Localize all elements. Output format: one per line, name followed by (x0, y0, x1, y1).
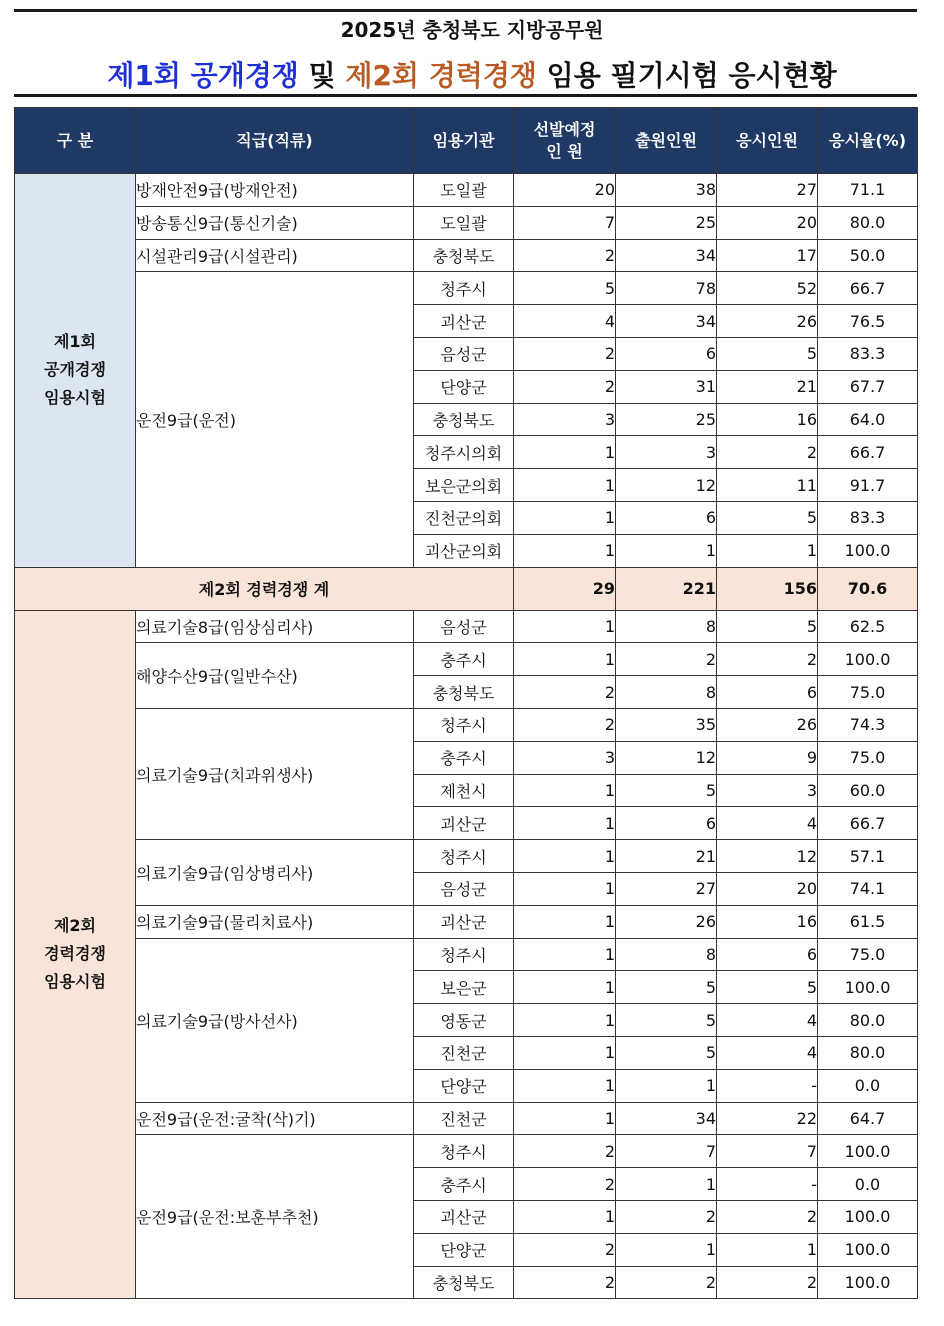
org-cell: 충청북도 (414, 1266, 514, 1299)
apply-cell: 1 (616, 1233, 717, 1266)
rate-cell: 64.7 (818, 1102, 918, 1135)
apply-cell: 7 (616, 1135, 717, 1168)
summary-plan-cell: 29 (514, 567, 616, 610)
apply-cell: 5 (616, 1036, 717, 1069)
attend-cell: 12 (717, 840, 818, 873)
org-cell: 음성군 (414, 610, 514, 643)
apply-cell: 78 (616, 272, 717, 305)
attend-cell: 5 (717, 337, 818, 370)
rate-cell: 66.7 (818, 436, 918, 469)
header-org: 임용기관 (414, 108, 514, 174)
attend-cell: 17 (717, 239, 818, 272)
apply-cell: 12 (616, 741, 717, 774)
plan-cell: 1 (514, 774, 616, 807)
org-cell: 청주시 (414, 840, 514, 873)
apply-cell: 1 (616, 1168, 717, 1201)
group-label-line: 공개경쟁 (44, 360, 106, 380)
plan-cell: 1 (514, 971, 616, 1004)
attend-cell: 2 (717, 1266, 818, 1299)
plan-cell: 2 (514, 239, 616, 272)
org-cell: 진천군 (414, 1036, 514, 1069)
page-title-line1: 2025년 충청북도 지방공무원 (340, 18, 604, 42)
rate-cell: 0.0 (818, 1069, 918, 1102)
apply-cell: 2 (616, 1266, 717, 1299)
attend-cell: 2 (717, 643, 818, 676)
apply-cell: 34 (616, 1102, 717, 1135)
org-cell: 청주시 (414, 938, 514, 971)
header-apply: 출원인원 (616, 108, 717, 174)
attend-cell: 7 (717, 1135, 818, 1168)
plan-cell: 5 (514, 272, 616, 305)
plan-cell: 2 (514, 1168, 616, 1201)
org-cell: 괴산군의회 (414, 534, 514, 567)
table-row (15, 840, 918, 873)
plan-cell: 2 (514, 1135, 616, 1168)
table-body (15, 174, 918, 1299)
plan-cell: 4 (514, 305, 616, 338)
job-title-cell: 의료기술8급(임상심리사) (136, 610, 414, 643)
plan-cell: 3 (514, 403, 616, 436)
plan-cell: 3 (514, 741, 616, 774)
apply-cell: 1 (616, 1069, 717, 1102)
plan-cell: 1 (514, 938, 616, 971)
attend-cell: 26 (717, 305, 818, 338)
title-conjunction: 및 (298, 59, 346, 92)
org-cell: 단양군 (414, 1233, 514, 1266)
apply-cell: 25 (616, 206, 717, 239)
attend-cell: 27 (717, 174, 818, 207)
summary-label: 제2회 경력경쟁 계 (15, 567, 514, 610)
summary-row (15, 567, 918, 610)
summary-rate-cell: 70.6 (818, 567, 918, 610)
attend-cell: 6 (717, 676, 818, 709)
plan-cell: 20 (514, 174, 616, 207)
rate-cell: 67.7 (818, 370, 918, 403)
table-row (15, 1135, 918, 1168)
apply-cell: 31 (616, 370, 717, 403)
rate-cell: 80.0 (818, 206, 918, 239)
rate-cell: 71.1 (818, 174, 918, 207)
rate-cell: 100.0 (818, 643, 918, 676)
org-cell: 보은군의회 (414, 469, 514, 502)
rate-cell: 74.1 (818, 872, 918, 905)
rate-cell: 66.7 (818, 272, 918, 305)
table-row (15, 1102, 918, 1135)
apply-cell: 8 (616, 938, 717, 971)
org-cell: 음성군 (414, 872, 514, 905)
table-row (15, 610, 918, 643)
table-row (15, 239, 918, 272)
header-job: 직급(직류) (136, 108, 414, 174)
table-row (15, 272, 918, 305)
plan-cell: 2 (514, 337, 616, 370)
apply-cell: 3 (616, 436, 717, 469)
attend-cell: 6 (717, 938, 818, 971)
rate-cell: 100.0 (818, 1233, 918, 1266)
attend-cell: 22 (717, 1102, 818, 1135)
rate-cell: 80.0 (818, 1036, 918, 1069)
org-cell: 제천시 (414, 774, 514, 807)
job-title-cell: 운전9급(운전) (136, 272, 414, 567)
org-cell: 도일괄 (414, 174, 514, 207)
org-cell: 충청북도 (414, 239, 514, 272)
attend-cell: 20 (717, 206, 818, 239)
plan-cell: 2 (514, 1266, 616, 1299)
apply-cell: 35 (616, 708, 717, 741)
title-part-second-round: 제2회 경력경쟁 (345, 59, 537, 92)
rate-cell: 100.0 (818, 1135, 918, 1168)
plan-cell: 1 (514, 1004, 616, 1037)
attend-cell: 3 (717, 774, 818, 807)
job-title-cell: 의료기술9급(물리치료사) (136, 905, 414, 938)
plan-cell: 1 (514, 872, 616, 905)
attend-cell: 2 (717, 436, 818, 469)
apply-cell: 2 (616, 643, 717, 676)
plan-cell: 1 (514, 905, 616, 938)
apply-cell: 5 (616, 1004, 717, 1037)
attend-cell: 2 (717, 1200, 818, 1233)
header-rate: 응시율(%) (818, 108, 918, 174)
org-cell: 괴산군 (414, 807, 514, 840)
rate-cell: 83.3 (818, 337, 918, 370)
apply-cell: 34 (616, 239, 717, 272)
attend-cell: 52 (717, 272, 818, 305)
title-part-first-round: 제1회 공개경쟁 (107, 59, 299, 92)
apply-cell: 25 (616, 403, 717, 436)
group-label-line: 임용시험 (44, 972, 106, 992)
header-plan-line1: 선발예정 (533, 119, 596, 139)
rate-cell: 100.0 (818, 1200, 918, 1233)
org-cell: 충주시 (414, 1168, 514, 1201)
apply-cell: 6 (616, 337, 717, 370)
rate-cell: 66.7 (818, 807, 918, 840)
attend-cell: 20 (717, 872, 818, 905)
attend-cell: 16 (717, 403, 818, 436)
title-tail: 임용 필기시험 응시현황 (536, 59, 837, 92)
group-label-line: 제2회 (53, 916, 97, 936)
org-cell: 충청북도 (414, 403, 514, 436)
attend-cell: 5 (717, 501, 818, 534)
attend-cell: 4 (717, 1036, 818, 1069)
org-cell: 보은군 (414, 971, 514, 1004)
rate-cell: 64.0 (818, 403, 918, 436)
apply-cell: 5 (616, 971, 717, 1004)
org-cell: 충주시 (414, 643, 514, 676)
apply-cell: 34 (616, 305, 717, 338)
apply-cell: 1 (616, 534, 717, 567)
attend-cell: 4 (717, 1004, 818, 1037)
rate-cell: 75.0 (818, 938, 918, 971)
apply-cell: 2 (616, 1200, 717, 1233)
rate-cell: 80.0 (818, 1004, 918, 1037)
attend-cell: 26 (717, 708, 818, 741)
header-attend: 응시인원 (717, 108, 818, 174)
plan-cell: 1 (514, 643, 616, 676)
plan-cell: 7 (514, 206, 616, 239)
rate-cell: 57.1 (818, 840, 918, 873)
rate-cell: 76.5 (818, 305, 918, 338)
org-cell: 괴산군 (414, 905, 514, 938)
title-bottom-rule (14, 94, 917, 97)
group-label-line: 제1회 (53, 332, 97, 352)
job-title-cell: 운전9급(운전:보훈부추천) (136, 1135, 414, 1299)
summary-attend-cell: 156 (717, 567, 818, 610)
page-title-line2 (0, 54, 944, 94)
table-row (15, 708, 918, 741)
org-cell: 음성군 (414, 337, 514, 370)
attend-cell: - (717, 1168, 818, 1201)
header-plan (514, 108, 616, 174)
plan-cell: 1 (514, 807, 616, 840)
attend-cell: 16 (717, 905, 818, 938)
plan-cell: 2 (514, 370, 616, 403)
rate-cell: 91.7 (818, 469, 918, 502)
plan-cell: 2 (514, 676, 616, 709)
top-rule (14, 9, 917, 12)
group-label-line: 임용시험 (44, 388, 106, 408)
exam-status-table (14, 107, 918, 1299)
header-plan-line2: 인 원 (546, 141, 583, 161)
plan-cell: 2 (514, 1233, 616, 1266)
job-title-cell: 의료기술9급(치과위생사) (136, 708, 414, 839)
group-label-cell (15, 174, 136, 568)
org-cell: 괴산군 (414, 1200, 514, 1233)
job-title-cell: 의료기술9급(임상병리사) (136, 840, 414, 906)
org-cell: 진천군 (414, 1102, 514, 1135)
rate-cell: 61.5 (818, 905, 918, 938)
job-title-cell: 의료기술9급(방사선사) (136, 938, 414, 1102)
table-row (15, 938, 918, 971)
org-cell: 진천군의회 (414, 501, 514, 534)
rate-cell: 83.3 (818, 501, 918, 534)
summary-apply-cell: 221 (616, 567, 717, 610)
plan-cell: 1 (514, 1036, 616, 1069)
attend-cell: 9 (717, 741, 818, 774)
plan-cell: 1 (514, 469, 616, 502)
apply-cell: 8 (616, 610, 717, 643)
org-cell: 충청북도 (414, 676, 514, 709)
attend-cell: 1 (717, 534, 818, 567)
group-label-line: 경력경쟁 (44, 944, 106, 964)
table-row (15, 643, 918, 676)
org-cell: 청주시 (414, 1135, 514, 1168)
job-title-cell: 운전9급(운전:굴착(삭)기) (136, 1102, 414, 1135)
plan-cell: 1 (514, 1200, 616, 1233)
apply-cell: 27 (616, 872, 717, 905)
rate-cell: 74.3 (818, 708, 918, 741)
job-title-cell: 방재안전9급(방재안전) (136, 174, 414, 207)
rate-cell: 75.0 (818, 676, 918, 709)
org-cell: 충주시 (414, 741, 514, 774)
rate-cell: 60.0 (818, 774, 918, 807)
plan-cell: 1 (514, 436, 616, 469)
group-label-cell (15, 610, 136, 1299)
org-cell: 청주시의회 (414, 436, 514, 469)
apply-cell: 12 (616, 469, 717, 502)
job-title-cell: 해양수산9급(일반수산) (136, 643, 414, 709)
attend-cell: 1 (717, 1233, 818, 1266)
plan-cell: 1 (514, 1069, 616, 1102)
header-group: 구 분 (15, 108, 136, 174)
org-cell: 청주시 (414, 708, 514, 741)
plan-cell: 2 (514, 708, 616, 741)
rate-cell: 100.0 (818, 1266, 918, 1299)
attend-cell: 11 (717, 469, 818, 502)
plan-cell: 1 (514, 840, 616, 873)
rate-cell: 100.0 (818, 534, 918, 567)
job-title-cell: 방송통신9급(통신기술) (136, 206, 414, 239)
attend-cell: 4 (717, 807, 818, 840)
attend-cell: 5 (717, 610, 818, 643)
apply-cell: 6 (616, 807, 717, 840)
rate-cell: 62.5 (818, 610, 918, 643)
plan-cell: 1 (514, 1102, 616, 1135)
org-cell: 청주시 (414, 272, 514, 305)
plan-cell: 1 (514, 501, 616, 534)
apply-cell: 26 (616, 905, 717, 938)
rate-cell: 0.0 (818, 1168, 918, 1201)
org-cell: 단양군 (414, 1069, 514, 1102)
apply-cell: 6 (616, 501, 717, 534)
rate-cell: 100.0 (818, 971, 918, 1004)
apply-cell: 21 (616, 840, 717, 873)
apply-cell: 8 (616, 676, 717, 709)
job-title-cell: 시설관리9급(시설관리) (136, 239, 414, 272)
attend-cell: 21 (717, 370, 818, 403)
table-row (15, 905, 918, 938)
rate-cell: 75.0 (818, 741, 918, 774)
org-cell: 괴산군 (414, 305, 514, 338)
org-cell: 단양군 (414, 370, 514, 403)
table-header-row (15, 108, 918, 174)
org-cell: 도일괄 (414, 206, 514, 239)
attend-cell: 5 (717, 971, 818, 1004)
apply-cell: 38 (616, 174, 717, 207)
apply-cell: 5 (616, 774, 717, 807)
attend-cell: - (717, 1069, 818, 1102)
table-row (15, 174, 918, 207)
plan-cell: 1 (514, 534, 616, 567)
org-cell: 영동군 (414, 1004, 514, 1037)
table-row (15, 206, 918, 239)
rate-cell: 50.0 (818, 239, 918, 272)
plan-cell: 1 (514, 610, 616, 643)
